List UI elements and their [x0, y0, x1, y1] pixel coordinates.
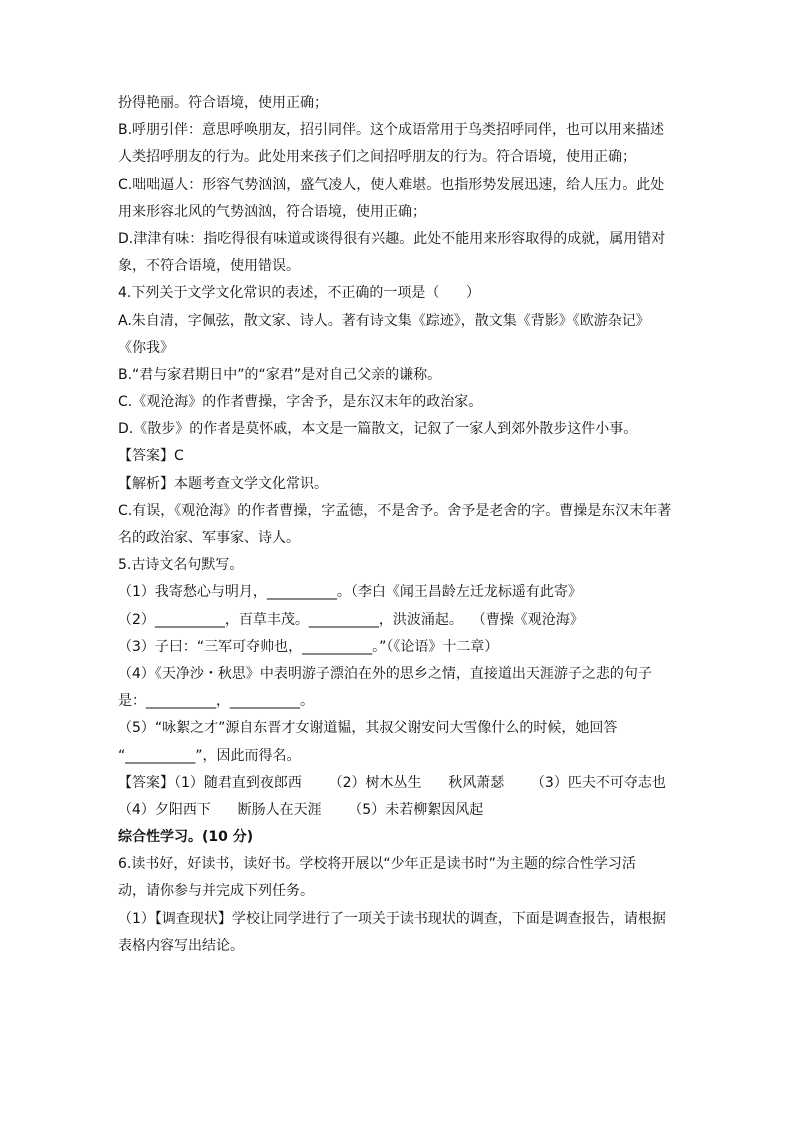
question-5-item-5: （5）“咏絮之才”源自东晋才女谢道韫，其叔父谢安问大雪像什么的时候，她回答: [118, 720, 618, 737]
question-5-item-1: （1）我寄愁心与明月，__________。（李白《闻王昌龄左迁龙标遥有此寄》: [118, 584, 582, 601]
question-5-item-3: （3）子曰：“三军可夺帅也，__________。”（《论语》十二章）: [118, 638, 499, 655]
text-line: 表格内容写出结论。: [118, 937, 244, 954]
analysis-4-detail: C.有误，《观沧海》的作者曹操，字孟德，不是舍予。舍予是老舍的字。曹操是东汉末年著: [118, 502, 672, 519]
question-6-task-1: （1）【调查现状】学校让同学进行了一项关于读书现状的调查，下面是调查报告，请根据: [118, 910, 666, 927]
option-b-explanation: B.呼朋引伴：意思呼唤朋友，招引同伴。这个成语常用于鸟类招呼同伴，也可以用来描述: [118, 122, 665, 139]
text-line: 人类招呼朋友的行为。此处用来孩子们之间招呼朋友的行为。符合语境，使用正确；: [118, 149, 636, 166]
question-5-item-2: （2）__________，百草丰茂。__________，洪波涌起。 （曹操《观沧海》: [118, 611, 584, 628]
section-heading: 综合性学习。(10 分): [118, 829, 254, 846]
option-d-explanation: D.津津有味：指吃得很有味道或谈得很有兴趣。此处不能用来形容取得的成就，属用错对: [118, 230, 666, 247]
answer-5: 【答案】（1）随君直到夜郎西 （2）树木丛生 秋风萧瑟 （3）匹夫不可夺志也: [118, 774, 666, 791]
text-line: 动，请你参与并完成下列任务。: [118, 883, 314, 900]
text-line: 《你我》: [118, 339, 174, 356]
answer-4: 【答案】C: [118, 448, 184, 465]
text-line: 用来形容北风的气势汹汹，符合语境，使用正确；: [118, 203, 426, 220]
document-body: [118, 90, 678, 960]
text-line: 名的政治家、军事家、诗人。: [118, 530, 300, 546]
question-4-option-c: C.《观沧海》的作者曹操，字舍予，是东汉末年的政治家。: [118, 394, 483, 411]
text-line: 象，不符合语境，使用错误。: [118, 258, 300, 275]
question-4-option-b: B.“君与家君期日中”的“家君”是对自己父亲的谦称。: [118, 366, 442, 383]
answer-5-cont: （4）夕阳西下 断肠人在天涯 （5）未若柳絮因风起: [118, 801, 484, 818]
question-4-option-d: D.《散步》的作者是莫怀戚，本文是一篇散文，记叙了一家人到郊外散步这件小事。: [118, 421, 638, 438]
text-line: “__________”，因此而得名。: [118, 747, 301, 764]
text-line: 扮得艳丽。符合语境，使用正确；: [118, 95, 328, 111]
question-6: 6.读书好，好读书，读好书。学校将开展以“少年正是读书时”为主题的综合性学习活: [118, 856, 636, 873]
question-5-item-4: （4）《天净沙・秋思》中表明游子漂泊在外的思乡之情，直接道出天涯游子之悲的句子: [118, 665, 652, 682]
analysis-4: 【解析】本题考查文学文化常识。: [118, 475, 328, 492]
question-4: 4.下列关于文学文化常识的表述，不正确的一项是（ ）: [118, 285, 481, 302]
question-5: 5.古诗文名句默写。: [118, 557, 244, 574]
question-4-option-a: A.朱自清，字佩弦，散文家、诗人。著有诗文集《踪迹》，散文集《背影》《欧游杂记》: [118, 312, 650, 329]
option-c-explanation: C.咄咄逼人：形容气势汹汹，盛气凌人，使人难堪。也指形势发展迅速，给人压力。此处: [118, 176, 665, 193]
text-line: 是：__________，__________。: [118, 693, 314, 710]
